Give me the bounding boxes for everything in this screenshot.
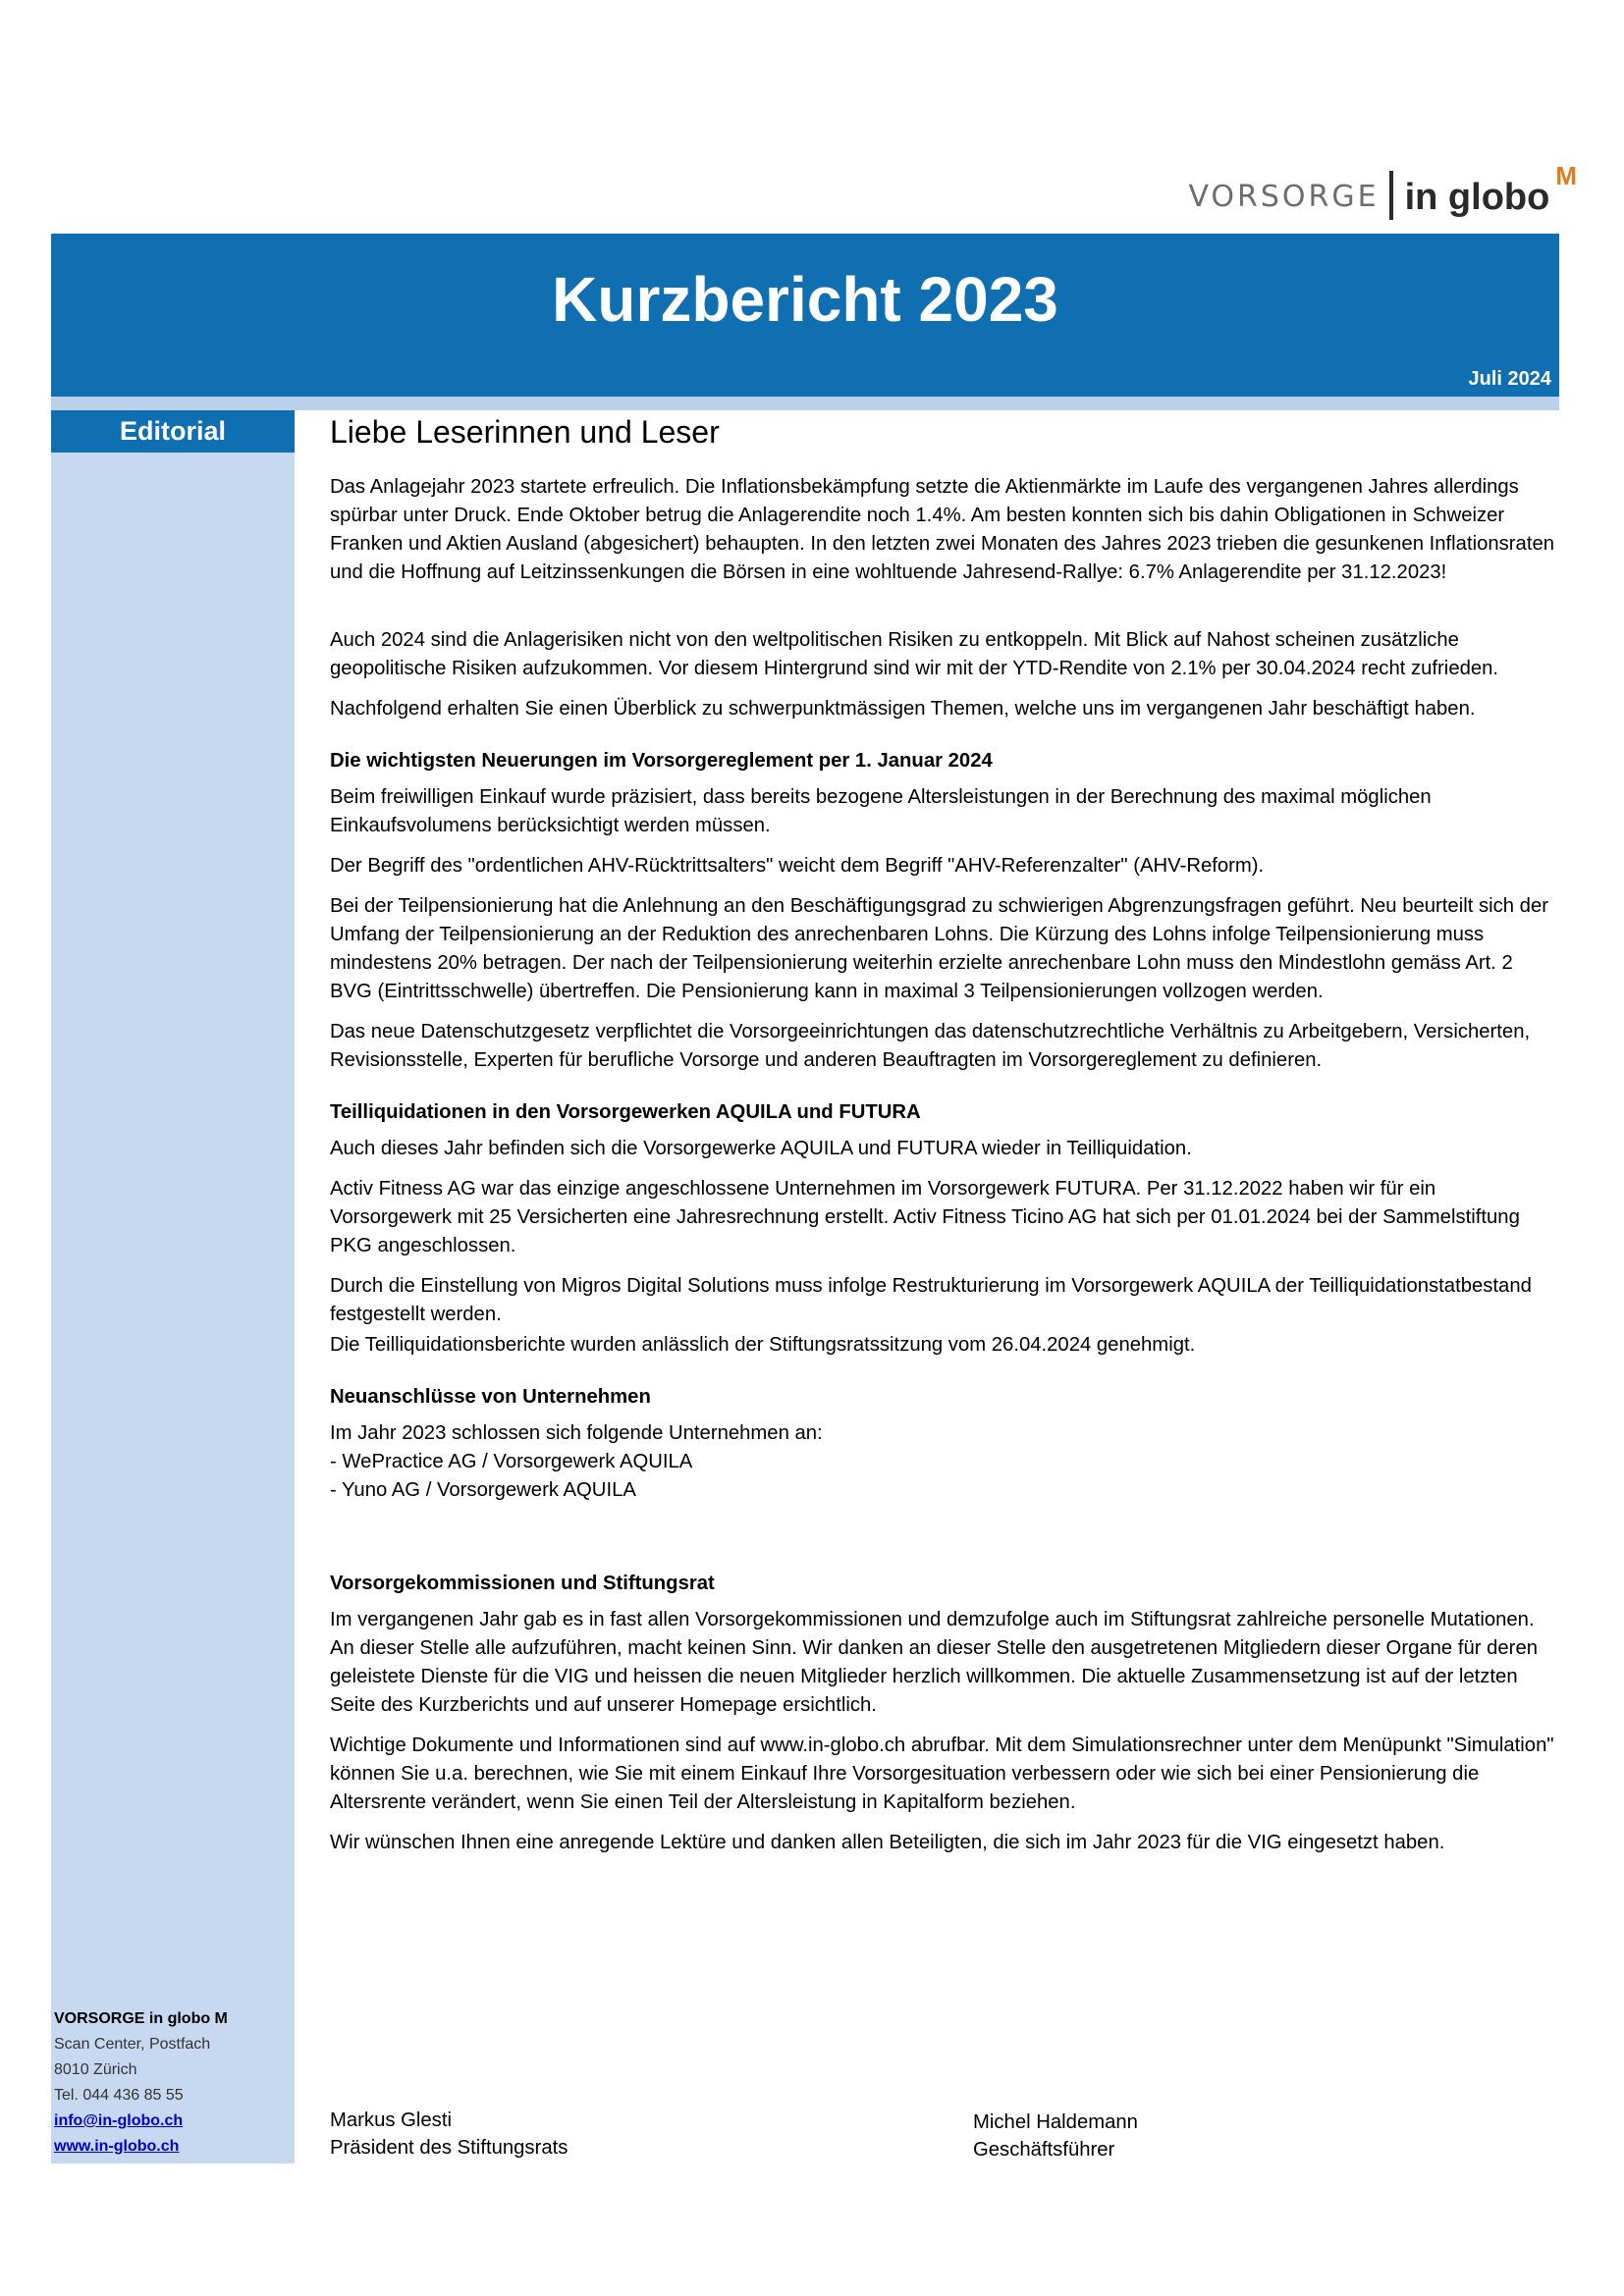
- section-heading-regulations: Die wichtigsten Neuerungen im Vorsorgereglement per 1. Januar 2024: [330, 750, 993, 772]
- logo-m-mark: M: [1555, 161, 1577, 190]
- contact-address: [54, 2006, 228, 2160]
- section-paragraph: Activ Fitness AG war das einzige angeschlossene Unternehmen im Vorsorgewerk FUTURA. Per 31.12.2022 haben wir für ein Vorsorgewerk mit 25 Versicherten eine Jahresrechnung erstellt. Activ Fitness Ticino AG hat sich per 01.01.2024 bei der Sammelstiftung PKG angeschlossen.: [330, 1178, 1520, 1256]
- logo-divider: [1389, 171, 1393, 220]
- signature-role: Präsident des Stiftungsrats: [330, 2137, 568, 2159]
- logo-vorsorge-text: VORSORGE: [1188, 180, 1380, 214]
- website-link[interactable]: www.in-globo.ch: [54, 2138, 180, 2155]
- signature-left: [330, 2107, 568, 2162]
- section-paragraph: Wichtige Dokumente und Informationen sind auf www.in-globo.ch abrufbar. Mit dem Simulationsrechner unter dem Menüpunkt "Simulation" können Sie u.a. berechnen, wie Sie mit einem Einkauf Ihre Vorsorgesituation verbessern oder wie sich bei einer Pensionierung die Altersrente verändert, wenn Sie einen Teil der Altersleistung in Kapitalform beziehen.: [330, 1735, 1554, 1813]
- list-intro: Im Jahr 2023 schlossen sich folgende Unternehmen an:: [330, 1422, 823, 1444]
- signature-name: Michel Haldemann: [973, 2111, 1138, 2133]
- section-paragraph: Die Teilliquidationsberichte wurden anlässlich der Stiftungsratssitzung vom 26.04.2024 genehmigt.: [330, 1334, 1196, 1356]
- section-heading-partial-liquidations: Teilliquidationen in den Vorsorgewerken AQUILA und FUTURA: [330, 1101, 921, 1123]
- address-org: VORSORGE in globo M: [54, 2010, 228, 2027]
- section-heading-new-affiliations: Neuanschlüsse von Unternehmen: [330, 1386, 651, 1408]
- list-item: - WePractice AG / Vorsorgewerk AQUILA: [330, 1451, 693, 1472]
- address-line2: 8010 Zürich: [54, 2061, 137, 2078]
- page-title: Kurzbericht 2023: [552, 264, 1058, 335]
- report-date: Juli 2024: [1468, 368, 1551, 390]
- intro-paragraph-1: Das Anlagejahr 2023 startete erfreulich. Die Inflationsbekämpfung setzte die Aktienmärkte im Laufe des vergangenen Jahres allerdings spürbar unter Druck. Ende Oktober betrug die Anlagerendite noch 1.4%. Am besten konnten sich bis dahin Obligationen in Schweizer Franken und Aktien Ausland (abgesichert) behaupten. In den letzten zwei Monaten des Jahres 2023 trieben die gesunkenen Inflationsraten und die Hoffnung auf Leitzinssenkungen die Börsen in eine wohltuende Jahresend-Rallye: 6.7% Anlagerendite per 31.12.2023!: [330, 476, 1555, 583]
- header-banner: [51, 234, 1559, 397]
- sidebar: [51, 410, 295, 2163]
- address-phone: Tel. 044 436 85 55: [54, 2087, 184, 2104]
- section-paragraph: Das neue Datenschutzgesetz verpflichtet die Vorsorgeeinrichtungen das datenschutzrechtliche Verhältnis zu Arbeitgebern, Versicherten, Revisionsstelle, Experten für berufliche Vorsorge und anderen Beauftragten im Vorsorgereglement zu definieren.: [330, 1021, 1531, 1071]
- address-line1: Scan Center, Postfach: [54, 2036, 211, 2053]
- logo-inglobo-text: in globo: [1404, 177, 1550, 218]
- banner-strip: [51, 397, 1559, 410]
- email-link[interactable]: info@in-globo.ch: [54, 2112, 184, 2129]
- sidebar-heading: Editorial: [51, 410, 295, 453]
- section-heading-commissions: Vorsorgekommissionen und Stiftungsrat: [330, 1573, 715, 1594]
- section-paragraph: Beim freiwilligen Einkauf wurde präzisiert, dass bereits bezogene Altersleistungen in der Berechnung des maximal möglichen Einkaufsvolumens berücksichtigt werden müssen.: [330, 786, 1432, 836]
- signature-right: [973, 2109, 1138, 2163]
- section-paragraph: Im vergangenen Jahr gab es in fast allen Vorsorgekommissionen und demzufolge auch im Stiftungsrat zahlreiche personelle Mutationen. An dieser Stelle alle aufzuführen, macht keinen Sinn. Wir danken an dieser Stelle den ausgetretenen Mitgliedern dieser Organe für deren geleistete Dienste für die VIG und heissen die neuen Mitglieder herzlich willkommen. Die aktuelle Zusammensetzung ist auf der letzten Seite des Kurzberichts und auf unserer Homepage ersichtlich.: [330, 1609, 1538, 1716]
- intro-paragraph-3: Nachfolgend erhalten Sie einen Überblick zu schwerpunktmässigen Themen, welche uns im vergangenen Jahr beschäftigt haben.: [330, 698, 1476, 720]
- section-paragraph: Bei der Teilpensionierung hat die Anlehnung an den Beschäftigungsgrad zu schwierigen Abgrenzungsfragen geführt. Neu beurteilt sich der Umfang der Teilpensionierung an der Reduktion des anrechenbaren Lohns. Die Kürzung des Lohns infolge Teilpensionierung muss mindestens 20% betragen. Der nach der Teilpensionierung weiterhin erzielte anrechenbare Lohn muss den Mindestlohn gemäss Art. 2 BVG (Eintrittsschwelle) übertreffen. Die Pensionierung kann in maximal 3 Teilpensionierungen vollzogen werden.: [330, 895, 1548, 1002]
- signature-name: Markus Glesti: [330, 2109, 452, 2131]
- logo: [1188, 161, 1577, 220]
- section-paragraph: Durch die Einstellung von Migros Digital Solutions muss infolge Restrukturierung im Vorsorgewerk AQUILA der Teilliquidationstatbestand festgestellt werden.: [330, 1275, 1532, 1325]
- main-content: [330, 412, 1559, 1869]
- list-item: - Yuno AG / Vorsorgewerk AQUILA: [330, 1479, 636, 1501]
- signature-role: Geschäftsführer: [973, 2139, 1115, 2161]
- section-paragraph: Der Begriff des "ordentlichen AHV-Rücktrittsalters" weicht dem Begriff "AHV-Referenzalter" (AHV-Reform).: [330, 855, 1265, 877]
- salutation: Liebe Leserinnen und Leser: [330, 414, 720, 450]
- section-paragraph: Wir wünschen Ihnen eine anregende Lektüre und danken allen Beteiligten, die sich im Jahr 2023 für die VIG eingesetzt haben.: [330, 1832, 1445, 1853]
- section-paragraph: Auch dieses Jahr befinden sich die Vorsorgewerke AQUILA und FUTURA wieder in Teilliquidation.: [330, 1138, 1192, 1159]
- intro-paragraph-2: Auch 2024 sind die Anlagerisiken nicht von den weltpolitischen Risiken zu entkoppeln. Mit Blick auf Nahost scheinen zusätzliche geopolitische Risiken aufzukommen. Vor diesem Hintergrund sind wir mit der YTD-Rendite von 2.1% per 30.04.2024 recht zufrieden.: [330, 629, 1499, 679]
